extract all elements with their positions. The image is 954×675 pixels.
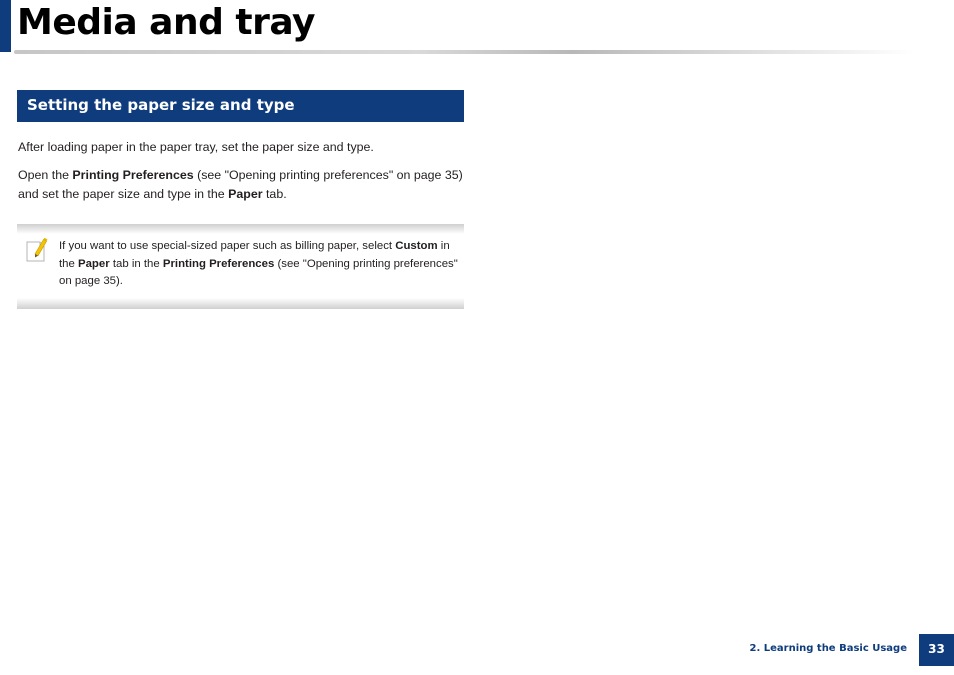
note-text-2: in the bbox=[59, 240, 450, 270]
note-printing-preferences-term: Printing Preferences bbox=[162, 257, 275, 270]
header-accent-bar bbox=[0, 0, 11, 52]
note-paper-term: Paper bbox=[78, 257, 110, 270]
custom-term: Custom bbox=[395, 240, 438, 252]
title-divider bbox=[14, 50, 914, 54]
note-text bbox=[59, 238, 464, 291]
note-pencil-icon bbox=[25, 236, 49, 264]
instruction-text-3: tab. bbox=[262, 187, 287, 201]
instruction-text-2: (see "Opening printing preferences" on page 35) and set the paper size and type in the bbox=[18, 168, 463, 201]
page-title: Media and tray bbox=[17, 2, 316, 43]
note-text-1: If you want to use special-sized paper such as billing paper, select bbox=[59, 240, 396, 252]
footer-chapter-label: 2. Learning the Basic Usage bbox=[749, 643, 907, 654]
intro-paragraph: After loading paper in the paper tray, set the paper size and type. bbox=[18, 140, 374, 154]
printing-preferences-term: Printing Preferences bbox=[72, 168, 194, 182]
page-number: 33 bbox=[919, 634, 954, 666]
note-text-3: tab in the bbox=[109, 257, 163, 270]
instruction-paragraph bbox=[18, 166, 464, 204]
paper-tab-term: Paper bbox=[228, 187, 263, 201]
section-header bbox=[17, 90, 464, 122]
section-title: Setting the paper size and type bbox=[27, 96, 295, 114]
note-bottom-border bbox=[17, 298, 464, 309]
note-top-border bbox=[17, 224, 464, 234]
instruction-text-1: Open the bbox=[18, 168, 73, 182]
note-text-4: (see "Opening printing preferences" on page 35). bbox=[59, 257, 458, 287]
